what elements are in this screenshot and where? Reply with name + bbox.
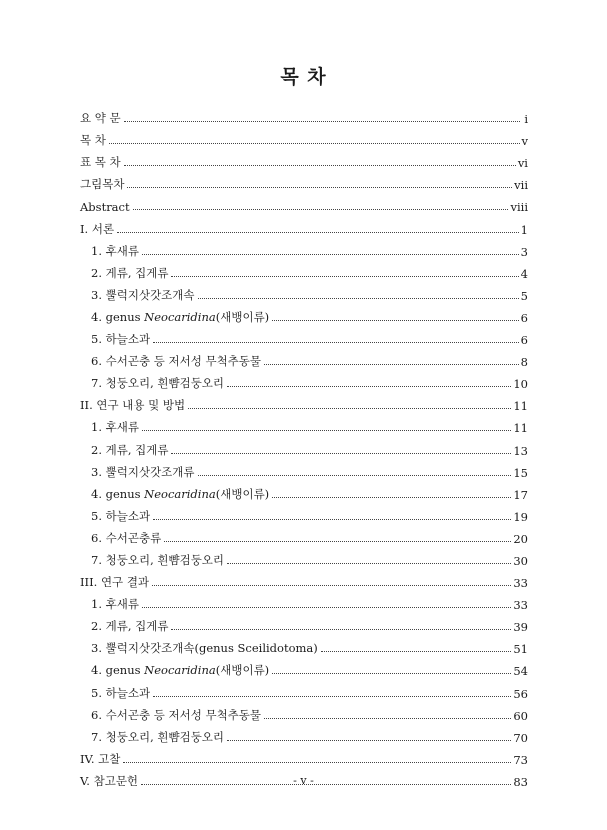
toc-entry-text: 4. genus [91, 486, 145, 501]
dot-leader [133, 209, 509, 210]
dot-leader [198, 475, 512, 476]
dot-leader [272, 673, 511, 674]
toc-entry-text: 목 차 [80, 133, 106, 148]
toc-entry-label [91, 486, 269, 502]
toc-entry[interactable] [80, 568, 528, 590]
toc-entry-page-number: 20 [513, 531, 528, 546]
toc-entry-text: 5. 하늘소과 [91, 685, 151, 700]
toc-entry-page-number: 30 [513, 553, 528, 568]
toc-entry[interactable] [80, 148, 528, 170]
toc-entry-page-number: 10 [513, 377, 528, 392]
toc-entry[interactable] [80, 458, 528, 480]
toc-entry-label [80, 110, 121, 126]
toc-entry-label [91, 243, 139, 259]
toc-entry-genus-name: Neocaridina [144, 663, 216, 678]
toc-entry-label [91, 331, 150, 347]
toc-entry-text: III. 연구 결과 [80, 575, 150, 590]
toc-entry-page-number: v [521, 134, 528, 149]
toc-entry-text: 7. 청둥오리, 흰뺨검둥오리 [91, 376, 225, 391]
toc-entry-page-number: 33 [513, 576, 528, 591]
toc-entry-label [91, 729, 224, 745]
toc-entry[interactable] [80, 678, 528, 700]
toc-entry-label [80, 176, 124, 192]
toc-entry[interactable] [80, 546, 528, 568]
toc-entry[interactable] [80, 347, 528, 369]
toc-entry[interactable] [80, 325, 528, 347]
toc-entry[interactable] [80, 656, 528, 678]
toc-entry[interactable] [80, 745, 528, 767]
toc-entry-text-suffix: (새뱅이류) [215, 309, 270, 324]
toc-entry-label [91, 662, 269, 678]
dot-leader [153, 342, 519, 343]
toc-entry-label [80, 200, 130, 214]
dot-leader [124, 165, 516, 166]
toc-entry[interactable] [80, 170, 528, 192]
toc-entry-text: 6. 수서곤충류 [91, 530, 162, 545]
toc-entry-text: 5. 하늘소과 [91, 332, 151, 347]
toc-entry-label [91, 375, 224, 391]
toc-entry[interactable] [80, 281, 528, 303]
toc-entry-text: 3. 뿔럭지삿갓조개속 [91, 287, 195, 302]
toc-entry-text: 4. genus [91, 309, 145, 324]
dot-leader [152, 585, 511, 586]
toc-entry-text: 2. 게류, 집게류 [91, 265, 169, 280]
dot-leader [117, 232, 519, 233]
dot-leader [127, 187, 512, 188]
toc-entry-label [80, 132, 106, 148]
dot-leader [264, 364, 519, 365]
toc-entry-page-number: 60 [513, 708, 528, 723]
toc-entry-text: 1. 후새류 [91, 243, 139, 258]
toc-entry-text-suffix: (새뱅이류) [215, 486, 270, 501]
toc-entry-page-number: 51 [513, 642, 528, 657]
page-number-footer: - v - [293, 774, 314, 787]
toc-entry-label [91, 640, 318, 656]
toc-entry-text: II. 연구 내용 및 방법 [80, 398, 186, 413]
toc-entry[interactable] [80, 413, 528, 435]
dot-leader [198, 298, 519, 299]
toc-entry-text: 1. 후새류 [91, 420, 139, 435]
dot-leader [321, 651, 512, 652]
toc-entry-label [91, 508, 150, 524]
toc-entry[interactable] [80, 391, 528, 413]
toc-entry[interactable] [80, 192, 528, 214]
dot-leader [142, 430, 511, 431]
dot-leader [153, 696, 511, 697]
toc-entry-page-number: 15 [513, 465, 528, 480]
dot-leader [171, 453, 511, 454]
toc-entry-text: I. 서론 [80, 221, 115, 236]
toc-entry-text: 그림목차 [80, 177, 125, 192]
dot-leader [164, 541, 511, 542]
toc-entry-page-number: 83 [513, 774, 528, 789]
dot-leader [264, 718, 511, 719]
toc-entry-page-number: 73 [513, 752, 528, 767]
toc-entry-label [91, 442, 168, 458]
toc-entry-page-number: 11 [513, 399, 528, 414]
toc-entry-label [91, 552, 224, 568]
toc-entry-text: 6. 수서곤충 등 저서성 무척추동물 [91, 707, 262, 722]
toc-entry-label [91, 596, 139, 612]
toc-entry-page-number: 4 [520, 266, 528, 281]
toc-entry-page-number: 56 [513, 686, 528, 701]
toc-entry[interactable] [80, 104, 528, 126]
toc-entry[interactable] [80, 303, 528, 325]
toc-entry-page-number: 5 [520, 288, 528, 303]
toc-entry-page-number: 39 [513, 620, 528, 635]
toc-entry-label [91, 265, 168, 281]
toc-entry-text: 2. 게류, 집게류 [91, 619, 169, 634]
toc-entry-page-number: 19 [513, 509, 528, 524]
toc-entry-page-number: 54 [513, 664, 528, 679]
toc-entry-label [91, 618, 168, 634]
toc-entry-text: 요 약 문 [80, 111, 121, 126]
toc-entry[interactable] [80, 612, 528, 634]
toc-entry[interactable] [80, 214, 528, 236]
toc-entry-label [80, 574, 149, 590]
toc-entry-text: 5. 하늘소과 [91, 508, 151, 523]
dot-leader [142, 254, 519, 255]
dot-leader [171, 276, 518, 277]
table-of-contents [80, 104, 528, 789]
toc-entry-text: IV. 고찰 [80, 751, 121, 766]
toc-entry-text: 2. 게류, 집게류 [91, 442, 169, 457]
toc-entry-label [91, 464, 195, 480]
toc-entry-text: 3. 뿔럭지삿갓조개류 [91, 464, 195, 479]
toc-entry[interactable] [80, 634, 528, 656]
toc-entry-text: 3. 뿔럭지삿갓조개속(genus Sceilidotoma) [91, 641, 318, 656]
toc-entry[interactable] [80, 237, 528, 259]
toc-entry-genus-name: Neocaridina [144, 309, 216, 324]
toc-entry-label [91, 353, 261, 369]
toc-entry[interactable] [80, 524, 528, 546]
toc-entry-page-number: i [524, 112, 528, 127]
dot-leader [227, 386, 511, 387]
dot-leader [171, 629, 511, 630]
dot-leader [123, 762, 511, 763]
dot-leader [109, 143, 520, 144]
dot-leader [227, 563, 511, 564]
toc-entry-page-number: vii [514, 178, 528, 193]
dot-leader [272, 320, 519, 321]
toc-entry-label [91, 419, 139, 435]
dot-leader [188, 408, 511, 409]
toc-entry[interactable] [80, 502, 528, 524]
toc-entry-page-number: 33 [513, 598, 528, 613]
toc-entry-text: 표 목 차 [80, 155, 121, 170]
toc-entry-page-number: 6 [520, 310, 528, 325]
page-title: 목 차 [280, 66, 327, 88]
toc-entry-text: 4. genus [91, 663, 145, 678]
toc-entry-label [91, 530, 161, 546]
toc-entry[interactable] [80, 723, 528, 745]
toc-entry-label [80, 397, 185, 413]
toc-entry[interactable] [80, 590, 528, 612]
toc-entry-text: V. 참고문헌 [80, 773, 139, 788]
toc-entry-label [91, 685, 150, 701]
toc-entry-page-number: 11 [513, 421, 528, 436]
toc-entry[interactable] [80, 480, 528, 502]
toc-entry-label [91, 707, 261, 723]
toc-entry[interactable] [80, 701, 528, 723]
toc-entry-page-number: 70 [513, 730, 528, 745]
dot-leader [153, 519, 511, 520]
toc-entry-page-number: 1 [520, 222, 528, 237]
toc-entry-text: 7. 청둥오리, 흰뺨검둥오리 [91, 729, 225, 744]
dot-leader [124, 121, 520, 122]
toc-entry-text-suffix: (새뱅이류) [215, 663, 270, 678]
toc-entry-page-number: vi [517, 156, 528, 171]
toc-entry-text: Abstract [80, 200, 130, 215]
toc-entry-page-number: 17 [513, 487, 528, 502]
toc-entry-text: 6. 수서곤충 등 저서성 무척추동물 [91, 354, 262, 369]
toc-entry-label [80, 154, 121, 170]
dot-leader [142, 607, 511, 608]
toc-entry-label [80, 221, 114, 237]
toc-entry-text: 7. 청둥오리, 흰뺨검둥오리 [91, 552, 225, 567]
toc-entry-genus-name: Neocaridina [144, 486, 216, 501]
toc-entry-text: 1. 후새류 [91, 597, 139, 612]
toc-entry-label [80, 751, 120, 767]
toc-entry[interactable] [80, 126, 528, 148]
toc-entry[interactable] [80, 435, 528, 457]
toc-entry-page-number: 6 [520, 333, 528, 348]
toc-entry-page-number: 8 [520, 355, 528, 370]
toc-entry-page-number: viii [510, 200, 528, 215]
toc-entry[interactable] [80, 259, 528, 281]
dot-leader [272, 497, 511, 498]
toc-entry-page-number: 13 [513, 443, 528, 458]
toc-entry-label [91, 309, 269, 325]
toc-entry-label [91, 287, 195, 303]
dot-leader [227, 740, 511, 741]
toc-entry-page-number: 3 [520, 244, 528, 259]
toc-entry[interactable] [80, 369, 528, 391]
